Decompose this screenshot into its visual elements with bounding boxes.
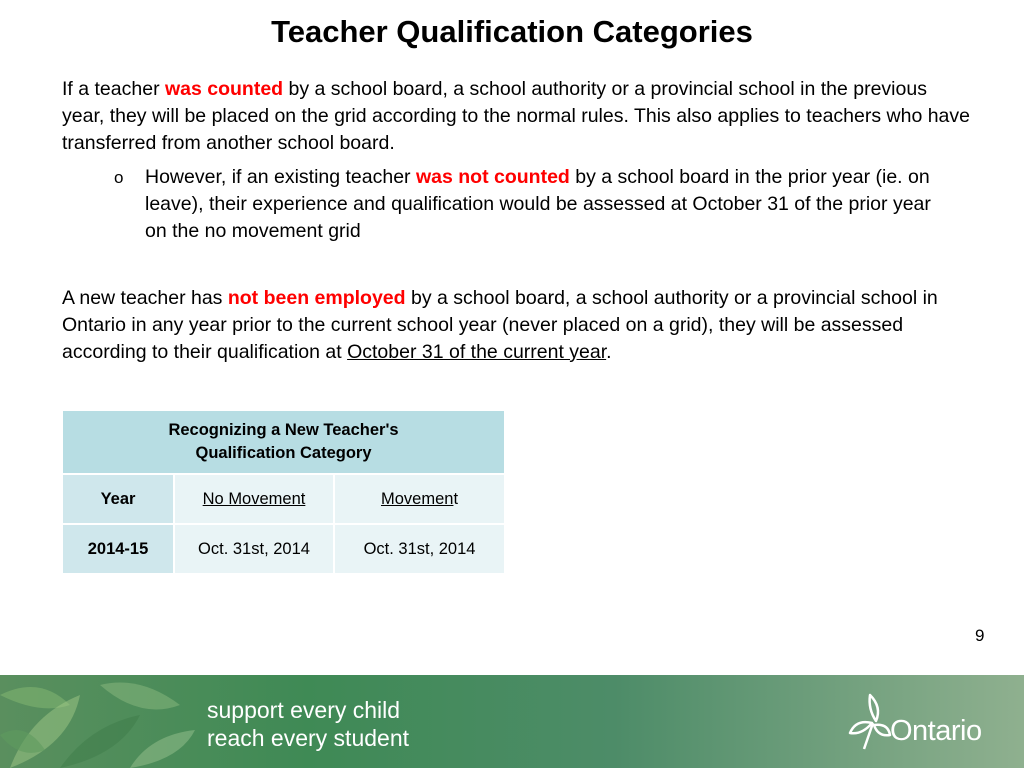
movement-label: Movemen [380, 489, 454, 508]
bullet-marker: o [114, 168, 124, 187]
paragraph-text: by a school board, a school authority or a provincial school in Ontario in any year prior to the current school year (never placed on a grid), they will be assessed according to their qualification at [62, 287, 938, 363]
emphasis-not-been-employed: not been employed [227, 287, 406, 309]
paragraph-text: by a school board, a school authority or a provincial school in the previous year, they will be placed on the grid according to the normal rules. This also applies to teachers who have transferred from another school board. [62, 78, 970, 154]
row-no-movement-date: Oct. 31st, 2014 [174, 524, 334, 574]
column-movement [334, 474, 505, 524]
movement-label-suffix: t [453, 489, 459, 508]
ontario-wordmark: Ontario [890, 715, 982, 747]
row-movement-date: Oct. 31st, 2014 [334, 524, 505, 574]
qualification-table [61, 409, 506, 575]
table-row [62, 524, 505, 574]
slogan-line: reach every student [207, 725, 410, 751]
paragraph-text: A new teacher has [62, 287, 228, 309]
slide-title: Teacher Qualification Categories [271, 14, 753, 49]
emphasis-was-counted: was counted [164, 78, 284, 100]
bullet-text [145, 164, 945, 245]
table-header-line: Qualification Category [195, 444, 372, 462]
underlined-date-phrase: October 31 of the current year [347, 341, 607, 363]
slogan-line: support every child [207, 697, 401, 723]
column-label-year: Year [62, 474, 174, 524]
leaf-pattern-icon [0, 675, 200, 768]
column-no-movement [174, 474, 334, 524]
bullet-text-part: by a school board in the prior year (ie. on leave), their experience and qualification would be assessed at October 31 of the prior year on the no movement grid [145, 166, 931, 242]
paragraph-counted [62, 76, 972, 157]
page-number: 9 [975, 626, 985, 645]
bullet-text-part: However, if an existing teacher [145, 166, 416, 188]
table-header-line: Recognizing a New Teacher's [168, 421, 399, 439]
paragraph-text: . [606, 341, 612, 363]
no-movement-label: No Movement [202, 489, 306, 508]
row-year: 2014-15 [62, 524, 174, 574]
footer-banner [0, 675, 1024, 768]
paragraph-new-teacher [62, 285, 972, 366]
emphasis-was-not-counted: was not counted [415, 166, 570, 188]
table-header-row [62, 410, 505, 474]
slogan [207, 696, 409, 752]
table-row [62, 474, 505, 524]
table-header-cell [62, 410, 505, 474]
paragraph-text: If a teacher [62, 78, 165, 100]
